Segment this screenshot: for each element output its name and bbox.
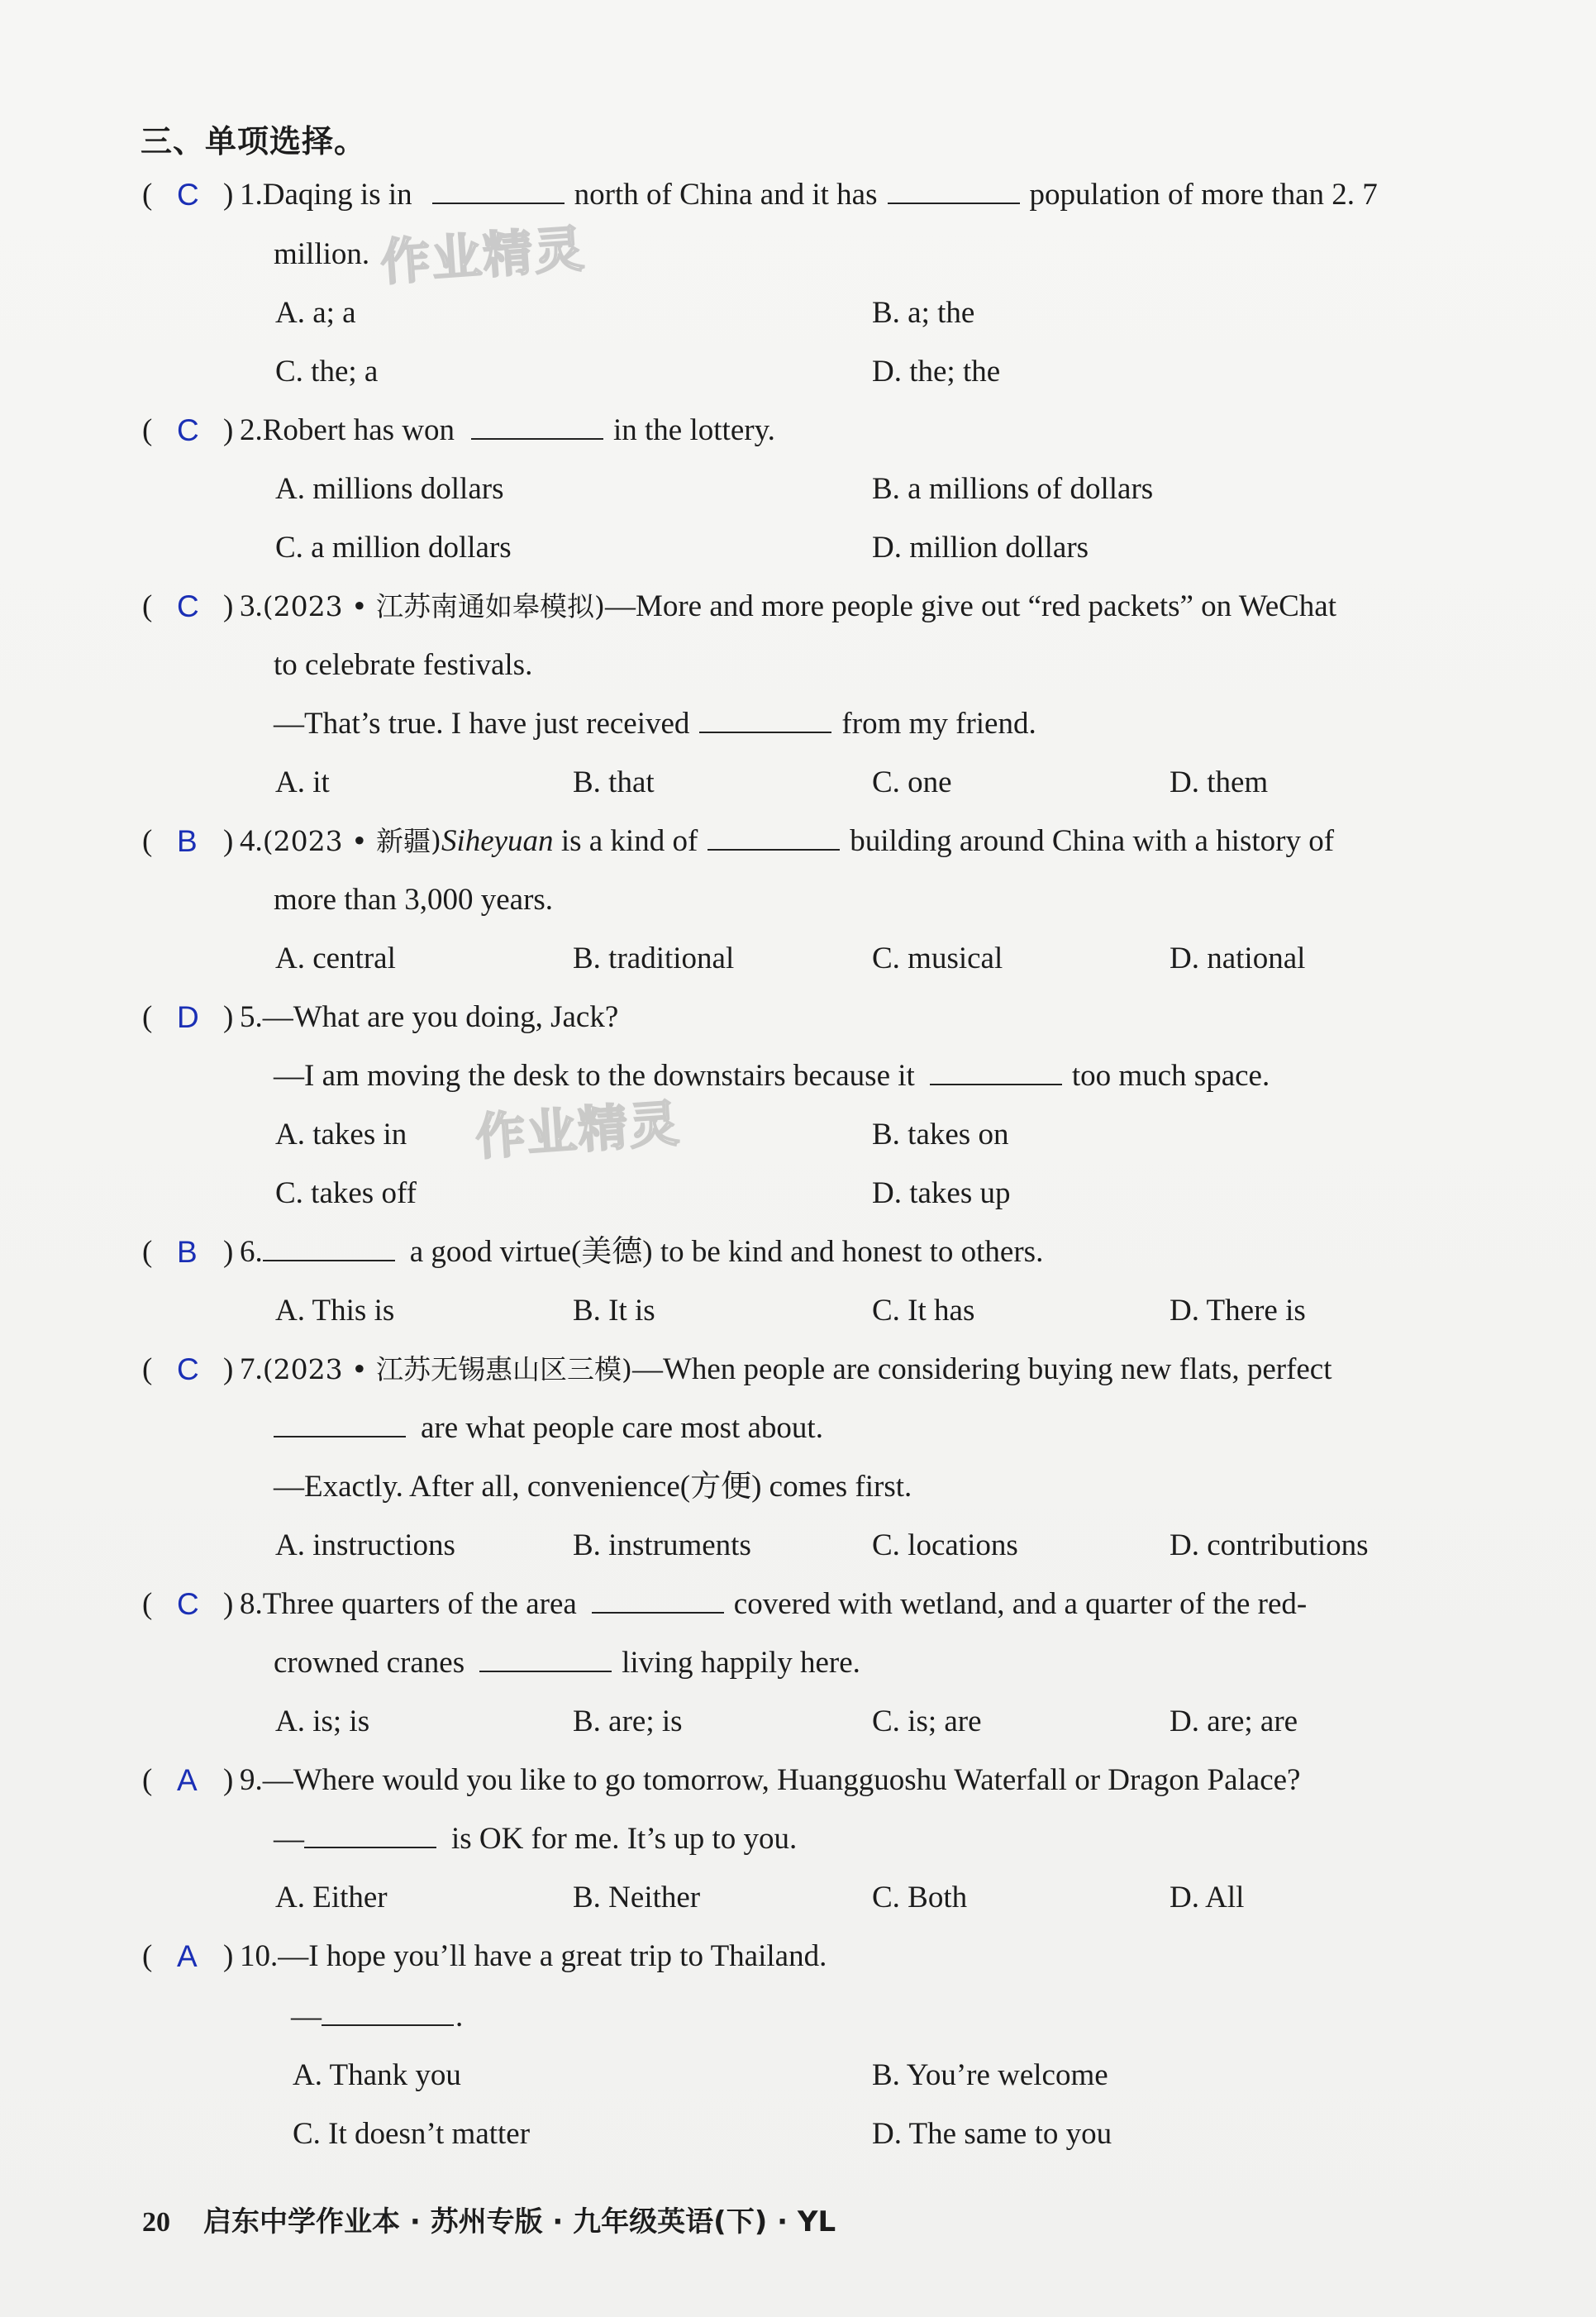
answer-letter: C: [177, 413, 199, 447]
option: D. All: [1170, 1881, 1245, 1914]
option: A. takes in: [275, 1118, 407, 1151]
answer-blank: [592, 1587, 724, 1614]
question-3-line2: to celebrate festivals.: [274, 648, 533, 682]
question-3-line1: 3.(2023 • 江苏南通如皋模拟)—More and more people give out “red packets” on WeChat: [240, 589, 1337, 623]
option: A. it: [275, 765, 330, 799]
answer-paren: ): [223, 1763, 234, 1797]
answer-blank: [699, 707, 831, 733]
question-source: (2023 • 新疆): [262, 825, 441, 857]
question-9-line2: — is OK for me. It’s up to you.: [274, 1822, 798, 1856]
answer-paren: (: [142, 1763, 153, 1797]
question-8-line1: 8.Three quarters of the area covered with wetland, and a quarter of the red-: [240, 1587, 1308, 1621]
question-source: (2023 • 江苏南通如皋模拟): [262, 590, 605, 622]
answer-blank: [263, 1235, 395, 1261]
answer-blank: [471, 413, 603, 440]
answer-letter: C: [177, 589, 199, 623]
question-3-line3: —That’s true. I have just received from my friend.: [274, 707, 1036, 741]
option: A. millions dollars: [275, 472, 504, 506]
answer-letter: A: [177, 1763, 198, 1797]
option: D. There is: [1170, 1294, 1306, 1328]
question-10-line1: 10.—I hope you’ll have a great trip to Thailand.: [240, 1939, 827, 1973]
answer-blank: [479, 1646, 612, 1672]
page-footer: [142, 2199, 836, 2239]
answer-paren: ): [223, 1939, 234, 1973]
question-5-line1: 5.—What are you doing, Jack?: [240, 1000, 619, 1034]
option: B. a millions of dollars: [872, 472, 1154, 506]
question-4-line2: more than 3,000 years.: [274, 883, 554, 917]
option: C. a million dollars: [275, 531, 512, 565]
option: C. Both: [872, 1881, 968, 1914]
answer-letter: D: [177, 1000, 199, 1034]
option: B. takes on: [872, 1118, 1009, 1151]
answer-paren: ): [223, 413, 234, 447]
question-7-line1: 7.(2023 • 江苏无锡惠山区三模)—When people are considering buying new flats, perfect: [240, 1352, 1332, 1386]
answer-paren: (: [142, 413, 153, 447]
option: C. one: [872, 765, 952, 799]
answer-paren: (: [142, 824, 153, 858]
answer-letter: A: [177, 1939, 198, 1973]
answer-blank: [888, 178, 1020, 204]
watermark: 作业精灵: [379, 220, 588, 293]
answer-paren: (: [142, 1352, 153, 1386]
answer-paren: ): [223, 1587, 234, 1621]
answer-blank: [322, 2000, 454, 2026]
question-9-line1: 9.—Where would you like to go tomorrow, Huangguoshu Waterfall or Dragon Palace?: [240, 1763, 1301, 1797]
answer-blank: [304, 1822, 436, 1848]
answer-blank: [274, 1411, 406, 1437]
answer-paren: ): [223, 824, 234, 858]
answer-letter: C: [177, 1587, 199, 1621]
answer-paren: (: [142, 1587, 153, 1621]
option: A. instructions: [275, 1528, 455, 1562]
watermark: 作业精灵: [474, 1094, 683, 1167]
option: C. It doesn’t matter: [293, 2117, 531, 2151]
option: C. It has: [872, 1294, 975, 1328]
question-source: (2023 • 江苏无锡惠山区三模): [262, 1353, 632, 1385]
option: A. a; a: [275, 296, 356, 330]
question-5-line2: —I am moving the desk to the downstairs because it too much space.: [274, 1059, 1270, 1093]
question-1-line2: million.: [274, 237, 370, 271]
section-title: 三、单项选择。: [141, 123, 367, 160]
option: A. This is: [275, 1294, 395, 1328]
option: C. musical: [872, 942, 1003, 975]
answer-letter: B: [177, 1235, 198, 1269]
option: D. The same to you: [872, 2117, 1112, 2151]
answer-paren: (: [142, 178, 153, 212]
option: B. instruments: [573, 1528, 751, 1562]
answer-paren: ): [223, 178, 234, 212]
option: A. is; is: [275, 1704, 370, 1738]
question-8-line2: crowned cranes living happily here.: [274, 1646, 860, 1680]
option: A. central: [275, 942, 396, 975]
answer-blank: [930, 1059, 1062, 1085]
option: C. the; a: [275, 355, 379, 389]
answer-paren: (: [142, 589, 153, 623]
footer-text: 启东中学作业本 · 苏州专版 · 九年级英语(下) · YL: [203, 2205, 836, 2238]
answer-paren: ): [223, 589, 234, 623]
option: D. million dollars: [872, 531, 1089, 565]
answer-blank: [432, 178, 565, 204]
question-7-line3: —Exactly. After all, convenience(方便) comes first.: [274, 1470, 912, 1504]
question-4-line1: 4.(2023 • 新疆)Siheyuan is a kind of building around China with a history of: [240, 824, 1335, 858]
option: B. Neither: [573, 1881, 701, 1914]
answer-paren: (: [142, 1939, 153, 1973]
question-6-line1: 6. a good virtue(美德) to be kind and honest to others.: [240, 1235, 1044, 1269]
question-2-line1: 2.Robert has won in the lottery.: [240, 413, 775, 447]
answer-paren: ): [223, 1000, 234, 1034]
question-7-line2: are what people care most about.: [274, 1409, 823, 1448]
option: D. contributions: [1170, 1528, 1369, 1562]
question-1-line1: 1.Daqing is in north of China and it has population of more than 2. 7: [240, 178, 1378, 212]
answer-paren: ): [223, 1235, 234, 1269]
option: A. Thank you: [293, 2058, 461, 2092]
option: D. takes up: [872, 1176, 1011, 1210]
answer-letter: C: [177, 1352, 199, 1386]
option: B. a; the: [872, 296, 975, 330]
option: C. is; are: [872, 1704, 982, 1738]
option: B. that: [573, 765, 655, 799]
answer-paren: (: [142, 1000, 153, 1034]
answer-blank: [707, 824, 840, 851]
option: D. the; the: [872, 355, 1001, 389]
option: D. them: [1170, 765, 1269, 799]
option: B. It is: [573, 1294, 655, 1328]
answer-letter: B: [177, 824, 198, 858]
option: B. traditional: [573, 942, 735, 975]
option: D. national: [1170, 942, 1306, 975]
answer-paren: ): [223, 1352, 234, 1386]
option: D. are; are: [1170, 1704, 1298, 1738]
question-10-line2: — .: [291, 2000, 464, 2033]
answer-letter: C: [177, 178, 199, 212]
option: C. takes off: [275, 1176, 417, 1210]
option: A. Either: [275, 1881, 388, 1914]
page-number: 20: [142, 2207, 170, 2238]
answer-paren: (: [142, 1235, 153, 1269]
option: B. are; is: [573, 1704, 683, 1738]
option: B. You’re welcome: [872, 2058, 1108, 2092]
option: C. locations: [872, 1528, 1018, 1562]
